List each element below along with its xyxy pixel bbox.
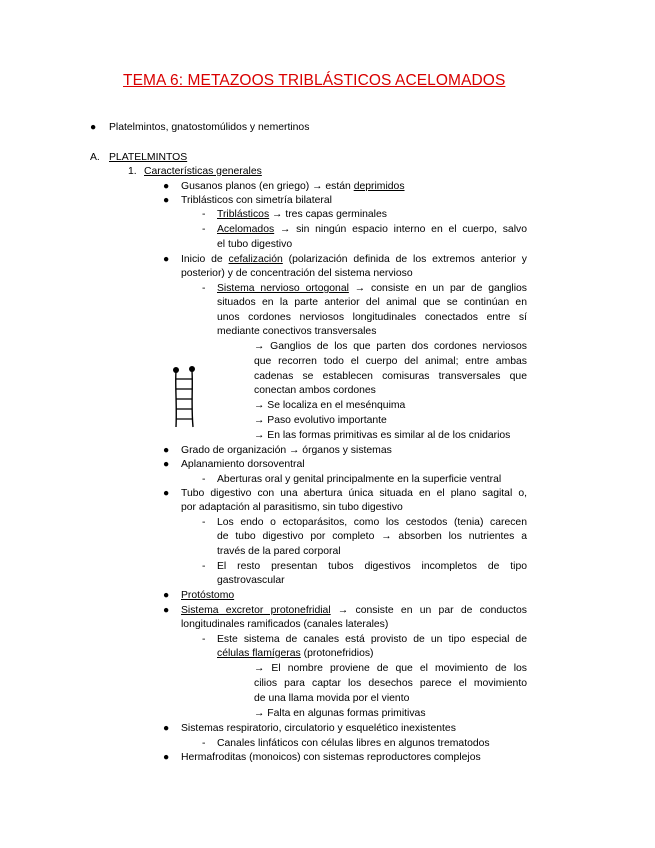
section-marker: A. xyxy=(90,152,100,163)
bullet-marker: ● xyxy=(163,445,170,456)
list-item: situados en la parte anterior del animal que se continúan en xyxy=(217,297,527,308)
list-item: que recorren todo el cuerpo del animal; entre ambas xyxy=(254,356,527,367)
list-item: cilios para captar los desechos parece el movimiento xyxy=(254,678,527,689)
dash-marker: - xyxy=(202,224,206,235)
list-item: longitudinales ramificados (canales laterales) xyxy=(181,619,389,630)
bullet-marker: ● xyxy=(163,488,170,499)
bullet-marker: ● xyxy=(163,752,170,763)
list-item: cadenas se establecen comisuras transversales que xyxy=(254,371,527,382)
list-item: Protóstomo xyxy=(181,590,235,601)
bullet-marker: ● xyxy=(163,181,170,192)
list-item: → Se localiza en el mesénquima xyxy=(254,400,406,411)
list-item: Sistema nervioso ortogonal → consiste en un par de ganglios xyxy=(217,283,527,294)
subsection-marker: 1. xyxy=(128,166,137,177)
section-heading: PLATELMINTOS xyxy=(109,152,188,163)
list-item: de tubo digestivo por completo → absorben los nutrientes a xyxy=(217,531,527,542)
bullet-marker: ● xyxy=(163,605,170,616)
subsection-heading: Características generales xyxy=(144,166,262,177)
intro-line: Platelmintos, gnatostomúlidos y nemertinos xyxy=(109,122,310,133)
list-item: por adaptación al parasitismo, sin tubo digestivo xyxy=(181,502,403,513)
dash-marker: - xyxy=(202,517,206,528)
list-item: Sistemas respiratorio, circulatorio y esquelético inexistentes xyxy=(181,723,456,734)
list-item: Gusanos planos (en griego) → están deprimidos xyxy=(181,181,405,192)
bullet-marker: ● xyxy=(163,723,170,734)
list-item: Inicio de cefalización (polarización definida de los extremos anterior y xyxy=(181,254,527,265)
dash-marker: - xyxy=(202,738,206,749)
dash-marker: - xyxy=(202,561,206,572)
list-item: → Falta en algunas formas primitivas xyxy=(254,708,426,719)
list-item: posterior) y de concentración del sistema nervioso xyxy=(181,268,413,279)
list-item: Canales linfáticos con células libres en algunos trematodos xyxy=(217,738,490,749)
list-item: Hermafroditas (monoicos) con sistemas reproductores complejos xyxy=(181,752,481,763)
ladder-nervous-system-sketch xyxy=(168,365,200,429)
list-item: Grado de organización → órganos y sistemas xyxy=(181,445,392,456)
list-item: células flamígeras (protonefridios) xyxy=(217,648,374,659)
list-item: → Ganglios de los que parten dos cordones nerviosos xyxy=(254,341,527,352)
bullet-marker: ● xyxy=(163,590,170,601)
list-item: Triblásticos con simetría bilateral xyxy=(181,195,332,206)
list-item: Triblásticos → tres capas germinales xyxy=(217,209,387,220)
dash-marker: - xyxy=(202,634,206,645)
list-item: mediante conectivos transversales xyxy=(217,326,377,337)
list-item: gastrovascular xyxy=(217,575,285,586)
list-item: Tubo digestivo con una abertura única situada en el plano sagital o, xyxy=(181,488,527,499)
list-item: Sistema excretor protonefridial → consiste en un par de conductos xyxy=(181,605,527,616)
list-item: → En las formas primitivas es similar al de los cnidarios xyxy=(254,430,511,441)
list-item: través de la pared corporal xyxy=(217,546,341,557)
list-item: Los endo o ectoparásitos, como los cestodos (tenia) carecen xyxy=(217,517,527,528)
document-title: TEMA 6: METAZOOS TRIBLÁSTICOS ACELOMADOS xyxy=(123,72,506,89)
bullet-marker: ● xyxy=(90,122,97,133)
dash-marker: - xyxy=(202,474,206,485)
list-item: → El nombre proviene de que el movimiento de los xyxy=(254,663,527,674)
list-item: Este sistema de canales está provisto de un tipo especial de xyxy=(217,634,527,645)
list-item: El resto presentan tubos digestivos incompletos de tipo xyxy=(217,561,527,572)
list-item: de una llama movida por el viento xyxy=(254,693,410,704)
list-item: unos cordones nerviosos longitudinales conectados entre sí xyxy=(217,312,527,323)
dash-marker: - xyxy=(202,283,206,294)
list-item: Acelomados → sin ningún espacio interno en el cuerpo, salvo xyxy=(217,224,527,235)
list-item: el tubo digestivo xyxy=(217,239,293,250)
list-item: Aplanamiento dorsoventral xyxy=(181,459,305,470)
bullet-marker: ● xyxy=(163,459,170,470)
list-item: conectan ambos cordones xyxy=(254,385,376,396)
bullet-marker: ● xyxy=(163,195,170,206)
bullet-marker: ● xyxy=(163,254,170,265)
list-item: → Paso evolutivo importante xyxy=(254,415,387,426)
list-item: Aberturas oral y genital principalmente en la superficie ventral xyxy=(217,474,502,485)
dash-marker: - xyxy=(202,209,206,220)
